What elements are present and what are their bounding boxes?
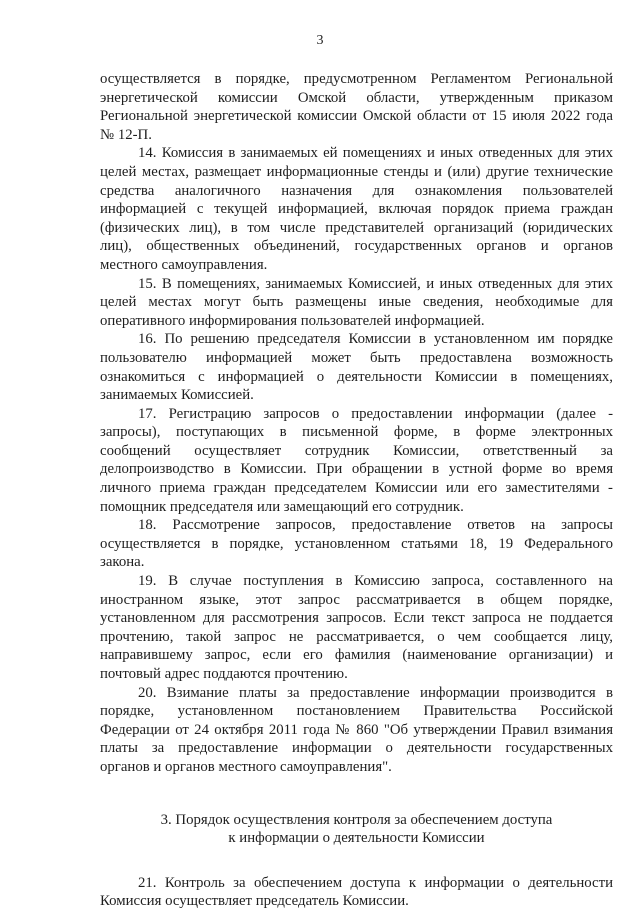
paragraph — [100, 275, 613, 331]
text-line: осуществляется в порядке, установленном статьями 18, 19 Федерального — [100, 535, 613, 552]
text-line: осуществляется в порядке, предусмотренном Регламентом Региональной — [100, 71, 613, 87]
text-line: ознакомиться с информацией о деятельности Комиссии в помещениях, — [100, 368, 613, 385]
text-line: 17. Регистрацию запросов о предоставлении информации (далее - — [138, 405, 613, 422]
text-line: сообщений осуществляет сотрудник Комиссии, ответственный за — [100, 442, 613, 459]
text-line: 14. Комиссия в занимаемых ей помещениях и иных отведенных для этих — [138, 145, 613, 162]
text-line: делопроизводство в Комиссии. При обращении в устной форме во время — [100, 461, 613, 478]
text-line: лиц), общественных объединений, государственных органов и органов — [100, 238, 613, 255]
text-line: № 12-П. — [100, 126, 152, 143]
text-line: средства аналогичного назначения для ознакомления пользователей — [100, 182, 613, 199]
text-line: местного самоуправления. — [100, 256, 268, 273]
text-line: 15. В помещениях, занимаемых Комиссией, и иных отведенных для этих — [138, 275, 613, 292]
section-heading-line: к информации о деятельности Комиссии — [228, 830, 485, 847]
paragraph — [100, 516, 613, 572]
text-line: 21. Контроль за обеспечением доступа к информации о деятельности — [138, 874, 613, 891]
text-line: порядке, установленном постановлением Правительства Российской — [100, 703, 613, 720]
text-line: платы за предоставление информации о деятельности государственных — [100, 740, 613, 757]
text-line: закона. — [100, 554, 145, 571]
text-line: Федерации от 24 октября 2011 года № 860 "Об утверждении Правил взимания — [100, 721, 613, 738]
paragraph — [100, 144, 613, 274]
text-line: почтовый адрес поддаются прочтению. — [100, 666, 348, 682]
text-line: целей местах, размещает информационные стенды и (или) другие технические — [100, 163, 613, 180]
text-line: 19. В случае поступления в Комиссию запроса, составленного на — [138, 573, 613, 590]
text-line: Комиссия осуществляет председатель Комиссии. — [100, 893, 409, 910]
text-line: целей местах могут быть размещены иные сведения, необходимые для — [100, 294, 613, 311]
text-line: (физических лиц), в том числе представителей организаций (юридических — [100, 219, 613, 236]
text-line: 18. Рассмотрение запросов, предоставление ответов на запросы — [138, 517, 613, 534]
text-line: личного приема граждан председателем Комиссии или его заместителями - — [100, 480, 613, 497]
paragraph — [100, 684, 613, 777]
text-line: оперативного информирования пользователей информацией. — [100, 312, 485, 329]
paragraph — [100, 572, 613, 684]
text-line: прочтению, такой запрос не рассматривается, о чем сообщается лицу, — [100, 628, 613, 645]
paragraph — [100, 405, 613, 517]
paragraph — [100, 874, 613, 911]
section-heading-line: 3. Порядок осуществления контроля за обеспечением доступа — [160, 811, 553, 828]
document-body — [100, 70, 613, 911]
text-line: 20. Взимание платы за предоставление информации производится в — [138, 684, 613, 701]
text-line: установленном для рассмотрения запросов. Если текст запроса не поддается — [100, 610, 613, 627]
text-line: помощник председателя или замещающий его сотрудник. — [100, 498, 464, 515]
paragraph — [100, 70, 613, 144]
text-line: Региональной энергетической комиссии Омской области от 15 июля 2022 года — [100, 108, 613, 125]
text-line: 16. По решению председателя Комиссии в установленном им порядке — [138, 331, 613, 348]
page-number: 3 — [316, 33, 324, 48]
text-line: органов и органов местного самоуправления". — [100, 758, 392, 775]
paragraph — [100, 330, 613, 404]
section-heading — [100, 811, 613, 848]
text-line: информацией с текущей информацией, включая порядок приема граждан — [100, 201, 613, 218]
text-line: энергетической комиссии Омской области, утвержденным приказом — [100, 89, 613, 106]
text-line: иностранном языке, этот запрос рассматривается в общем порядке, — [100, 591, 613, 608]
text-line: занимаемых Комиссией. — [100, 387, 254, 404]
text-line: запросы), поступающих в письменной форме, в форме электронных — [100, 424, 613, 441]
text-line: направившему запрос, если его фамилия (наименование организации) и — [100, 647, 613, 664]
text-line: пользователю информацией может быть предоставлена возможность — [100, 349, 613, 366]
